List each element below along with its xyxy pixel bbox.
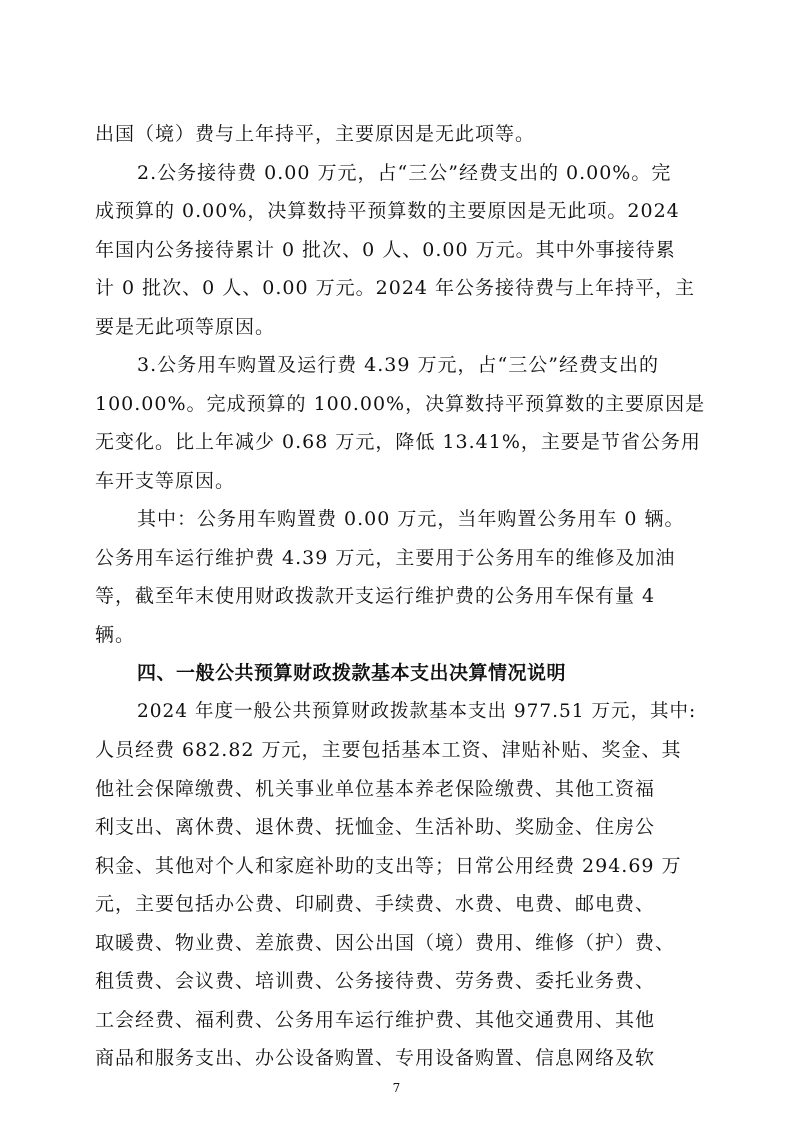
- body-line: 100.00%。完成预算的 100.00%，决算数持平预算数的主要原因是: [95, 393, 706, 415]
- body-line: 公务用车运行维护费 4.39 万元，主要用于公务用车的维修及加油: [95, 547, 676, 569]
- body-line: 积金、其他对个人和家庭补助的支出等；日常公用经费 294.69 万: [95, 855, 682, 877]
- body-line: 无变化。比上年减少 0.68 万元，降低 13.41%，主要是节省公务用: [95, 431, 701, 453]
- body-line: 人员经费 682.82 万元，主要包括基本工资、津贴补贴、奖金、其: [95, 739, 682, 761]
- body-line: 元，主要包括办公费、印刷费、手续费、水费、电费、邮电费、: [95, 893, 656, 915]
- body-line: 出国（境）费与上年持平，主要原因是无此项等。: [95, 123, 536, 145]
- body-line: 租赁费、会议费、培训费、公务接待费、劳务费、委托业务费、: [95, 970, 656, 992]
- body-line: 2024 年度一般公共预算财政拨款基本支出 977.51 万元，其中:: [137, 701, 697, 722]
- body-line: 取暖费、物业费、差旅费、因公出国（境）费用、维修（护）费、: [95, 932, 676, 954]
- body-line: 车开支等原因。: [95, 470, 236, 492]
- body-line: 他社会保障缴费、机关事业单位基本养老保险缴费、其他工资福: [95, 778, 656, 800]
- body-line: 辆。: [95, 624, 136, 646]
- body-line: 成预算的 0.00%，决算数持平预算数的主要原因是无此项。2024: [95, 200, 680, 222]
- body-line: 计 0 批次、0 人、0.00 万元。2024 年公务接待费与上年持平，主: [95, 277, 696, 299]
- body-line: 要是无此项等原因。: [95, 316, 276, 338]
- body-line: 商品和服务支出、办公设备购置、专用设备购置、信息网络及软: [95, 1047, 656, 1069]
- body-line: 2.公务接待费 0.00 万元，占“三公”经费支出的 0.00%。完: [137, 162, 672, 184]
- body-line: 其中：公务用车购置费 0.00 万元，当年购置公务用车 0 辆。: [137, 508, 685, 530]
- body-line: 年国内公务接待累计 0 批次、0 人、0.00 万元。其中外事接待累: [95, 239, 676, 261]
- body-line: 等，截至年末使用财政拨款开支运行维护费的公务用车保有量 4: [95, 585, 656, 607]
- page-number: 7: [392, 1081, 401, 1095]
- body-line: 工会经费、福利费、公务用车运行维护费、其他交通费用、其他: [95, 1009, 656, 1031]
- body-line: 3.公务用车购置及运行费 4.39 万元，占“三公”经费支出的: [137, 354, 659, 376]
- section-heading: 四、一般公共预算财政拨款基本支出决算情况说明: [137, 662, 567, 684]
- body-line: 利支出、离休费、退休费、抚恤金、生活补助、奖励金、住房公: [95, 816, 656, 838]
